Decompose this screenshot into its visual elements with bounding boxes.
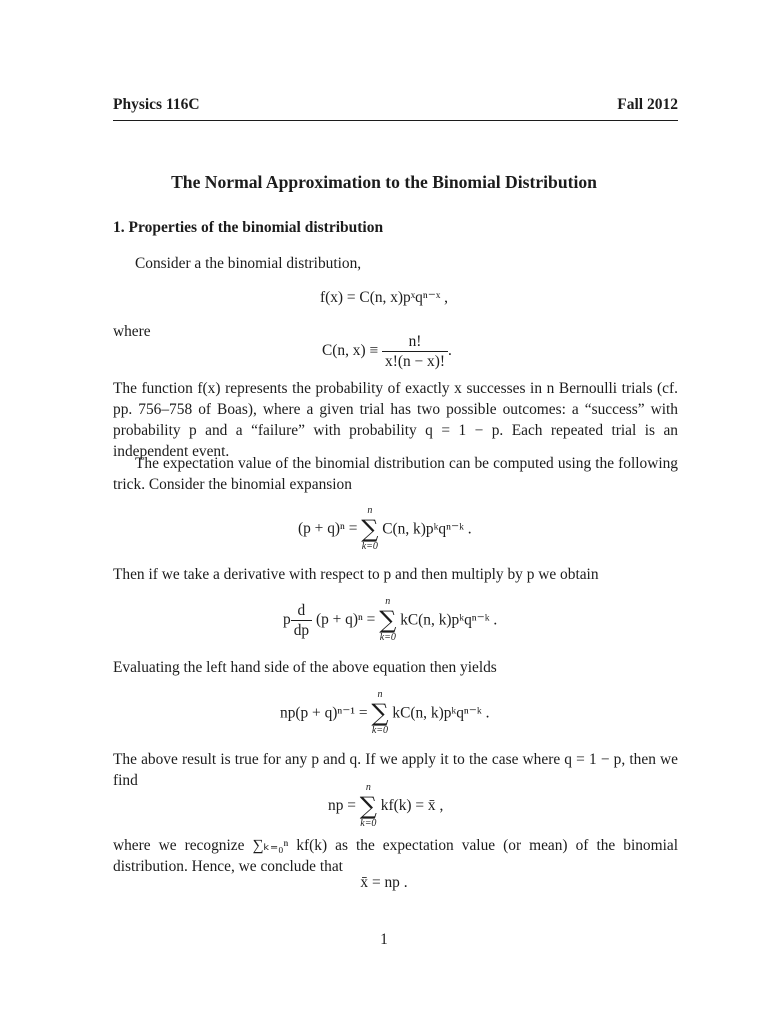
summation-symbol: n ∑ k=0 <box>371 689 389 736</box>
paragraph-1: Consider a the binomial distribution, <box>135 255 362 272</box>
section-title: Properties of the binomial distribution <box>128 219 384 236</box>
paragraph-7: where we recognize ∑ₖ₌₀ⁿ kf(k) as the expectation value (or mean) of the binomial distribution. Hence, we conclude that <box>113 837 678 875</box>
eq6-lhs: np = <box>328 797 356 814</box>
eq2-fraction <box>382 332 448 371</box>
summation-symbol: n ∑ k=0 <box>361 505 379 552</box>
eq4-fraction <box>291 601 312 640</box>
eq6-rhs: kf(k) = x̄ , <box>380 797 444 814</box>
course-label: Physics 116C <box>113 96 200 113</box>
sum-lower-limit: k=0 <box>361 541 378 552</box>
section-number: 1. <box>113 219 125 236</box>
eq4-mid: (p + q)ⁿ = <box>315 611 376 628</box>
equation-conclusion: x̄ = np . <box>360 874 408 891</box>
paragraph-5: Evaluating the left hand side of the above equation then yields <box>113 659 497 676</box>
summation-symbol: n ∑ k=0 <box>379 596 397 643</box>
eq5-rhs: kC(n, k)pᵏqⁿ⁻ᵏ . <box>392 704 490 722</box>
page-title: The Normal Approximation to the Binomial Distribution <box>171 172 597 192</box>
sum-lower-limit: k=0 <box>360 818 377 829</box>
equation-binomial-coefficient: C(n, x) ≡ $\frac{n!}{x!(n - x)!}$ . <box>322 333 452 370</box>
equation-derivative <box>283 596 497 644</box>
equation-evaluated <box>280 689 489 737</box>
paragraph-3: The expectation value of the binomial distribution can be computed using the following trick. Consider the binomial expansion <box>113 455 678 493</box>
equation-mean <box>328 782 443 830</box>
paragraph-6: The above result is true for any p and q. If we apply it to the case where q = 1 − p, then we find <box>113 751 678 789</box>
eq4-numerator: d <box>291 601 312 621</box>
sum-upper-limit: n <box>365 782 371 793</box>
eq4-rhs: kC(n, k)pᵏqⁿ⁻ᵏ . <box>400 611 498 629</box>
equation-binomial-pmf: f(x) = C(n, x)pˣqⁿ⁻ˣ , <box>319 289 448 306</box>
eq2-lhs: C(n, x) ≡ <box>322 342 379 360</box>
summation-symbol: n ∑ k=0 <box>359 782 377 829</box>
header-rule <box>113 120 678 121</box>
eq2-numerator: n! <box>382 332 448 352</box>
eq3-lhs: (p + q)ⁿ = <box>298 520 358 537</box>
eq2-denominator: x!(n − x)! <box>385 353 445 370</box>
sum-upper-limit: n <box>367 505 373 516</box>
eq5-lhs: np(p + q)ⁿ⁻¹ = <box>280 704 368 722</box>
paragraph-2: The function f(x) represents the probability of exactly x successes in n Bernoulli trials (cf. pp. 756–758 of Boas), where a given trial has two possible outcomes: a “success” with probability p and a “failure” with probability q = 1 − p. Each repeated trial is an independent event. <box>113 380 678 460</box>
sum-lower-limit: k=0 <box>379 632 396 643</box>
equation-binomial-expansion <box>298 505 472 553</box>
eq4-denominator: dp <box>293 621 310 639</box>
eq4-p: p <box>283 611 291 628</box>
section-heading <box>113 219 383 237</box>
term-label: Fall 2012 <box>617 96 678 113</box>
page-number: 1 <box>380 931 388 948</box>
eq3-rhs: C(n, k)pᵏqⁿ⁻ᵏ . <box>382 520 472 538</box>
sum-lower-limit: k=0 <box>371 725 389 736</box>
sum-upper-limit: n <box>377 689 383 700</box>
paragraph-4: Then if we take a derivative with respect to p and then multiply by p we obtain <box>113 566 599 583</box>
where-label: where <box>113 323 151 340</box>
sum-upper-limit: n <box>385 596 391 607</box>
